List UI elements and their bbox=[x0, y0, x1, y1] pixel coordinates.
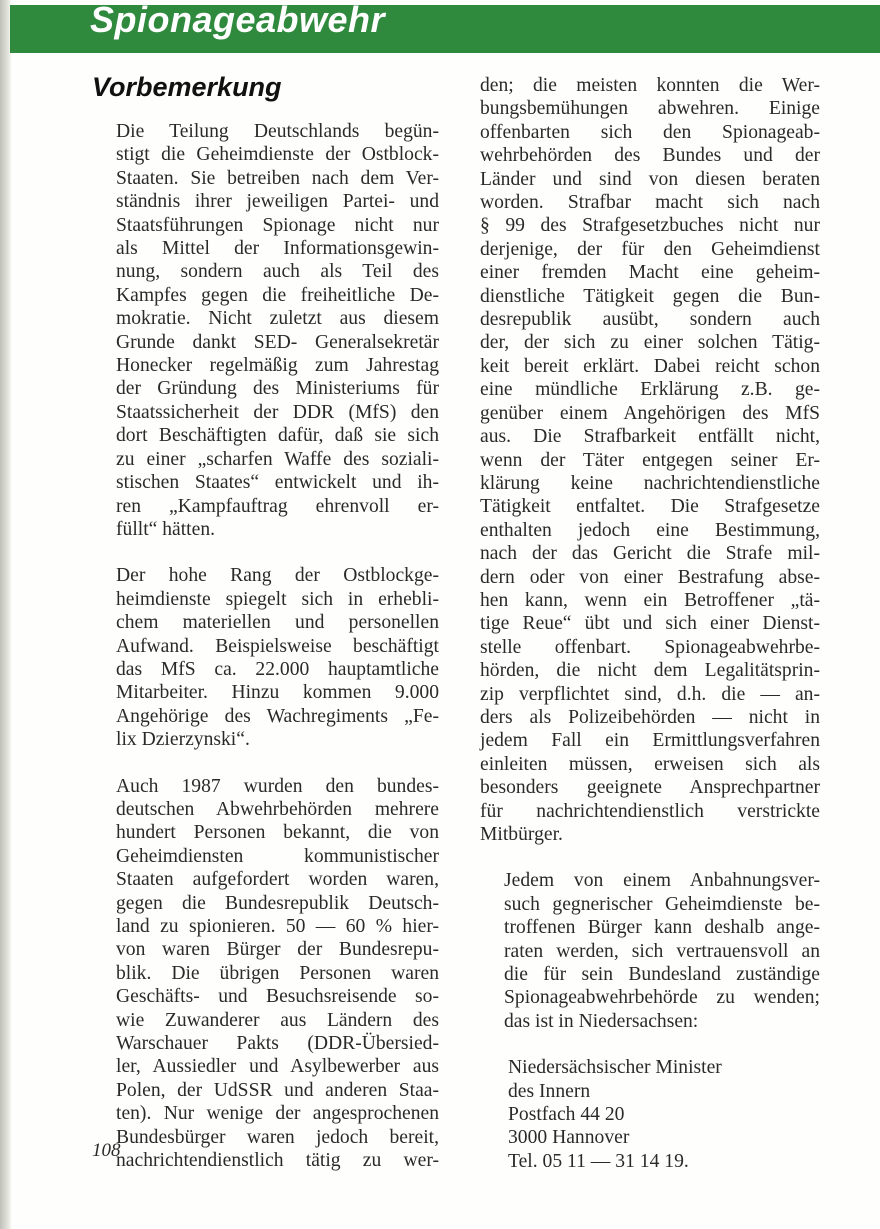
text-line: stischen Staates“ entwickelt und ih- bbox=[116, 472, 439, 494]
text-line: ten). Nur wenige der angesprochenen bbox=[116, 1103, 439, 1125]
text-line: dern oder von einer Bestrafung abse- bbox=[480, 566, 820, 588]
text-line: das MfS ca. 22.000 hauptamtliche bbox=[116, 658, 439, 680]
text-line: Honecker regelmäßig zum Jahrestag bbox=[116, 355, 439, 377]
text-line: nachrichtendienstlich tätig zu wer- bbox=[116, 1150, 439, 1172]
text-line: Aufwand. Beispielsweise beschäftigt bbox=[116, 635, 439, 657]
text-line: Geheimdiensten kommunistischer bbox=[116, 845, 439, 867]
left-column bbox=[92, 120, 439, 1172]
paragraph-anwerbungen-1987 bbox=[92, 775, 439, 1173]
address-line: des Innern bbox=[508, 1080, 591, 1102]
text-line: Mitbürger. bbox=[480, 824, 563, 845]
text-line: einleiten müssen, erweisen sich als bbox=[480, 753, 820, 775]
page-edge-shadow bbox=[0, 0, 12, 1229]
text-line: gegen die Bundesrepublik Deutsch- bbox=[116, 892, 439, 914]
text-line: wenn der Täter entgegen seiner Er- bbox=[480, 449, 820, 471]
text-line: besonders geeignete Ansprechpartner bbox=[480, 777, 820, 799]
text-line: aus. Die Strafbarkeit entfällt nicht, bbox=[480, 426, 820, 448]
text-line: chem materiellen und personellen bbox=[116, 612, 439, 634]
text-line: raten werden, sich vertrauensvoll an bbox=[504, 940, 820, 962]
text-line: stelle offenbart. Spionageabwehrbe- bbox=[480, 636, 820, 658]
text-line: Grunde dankt SED- Generalsekretär bbox=[116, 331, 439, 353]
text-line: Staaten aufgefordert worden waren, bbox=[116, 869, 439, 891]
text-line: blik. Die übrigen Personen waren bbox=[116, 962, 439, 984]
paragraph-strafbarkeit bbox=[480, 74, 820, 846]
text-line: den; die meisten konnten die Wer- bbox=[480, 75, 820, 96]
page-number: 108 bbox=[92, 1140, 121, 1161]
text-line: Staaten. Sie betreiben nach dem Ver- bbox=[116, 167, 439, 189]
text-line: tige Reue“ übt und sich einer Dienst- bbox=[480, 613, 820, 635]
text-line: Auch 1987 wurden den bundes- bbox=[116, 775, 439, 797]
text-line: der Gründung des Ministeriums für bbox=[116, 378, 439, 400]
text-line: Geschäfts- und Besuchsreisende so- bbox=[116, 986, 439, 1008]
text-line: einer fremden Macht eine geheim- bbox=[480, 262, 820, 284]
text-line: Warschauer Pakts (DDR-Übersied- bbox=[116, 1033, 439, 1055]
text-line: von waren Bürger der Bundesrepu- bbox=[116, 939, 439, 961]
right-column bbox=[480, 74, 820, 1173]
paragraph-aufwand bbox=[92, 564, 439, 751]
text-line: lix Dzierzynski“. bbox=[116, 729, 250, 751]
text-line: Länder und sind von diesen beraten bbox=[480, 168, 820, 190]
text-line: § 99 des Strafgesetzbuches nicht nur bbox=[480, 215, 820, 237]
text-line: Bundesbürger waren jedoch bereit, bbox=[116, 1126, 439, 1148]
text-line: Kampfes gegen die freiheitliche De- bbox=[116, 284, 439, 306]
text-line: hundert Personen bekannt, die von bbox=[116, 822, 439, 844]
text-line: Staatssicherheit der DDR (MfS) den bbox=[116, 401, 439, 423]
text-line: Jedem von einem Anbahnungsver- bbox=[504, 870, 820, 892]
text-line: ren „Kampfauftrag ehrenvoll er- bbox=[116, 495, 439, 517]
text-line: Polen, der UdSSR und anderen Staa- bbox=[116, 1079, 439, 1101]
text-line: als Mittel der Informationsgewin- bbox=[116, 238, 439, 260]
text-line: Staatsführungen Spionage nicht nur bbox=[116, 214, 439, 236]
text-line: stigt die Geheimdienste der Ostblock- bbox=[116, 144, 439, 166]
paragraph-empfehlung bbox=[480, 869, 820, 1033]
text-line: Die Teilung Deutschlands begün- bbox=[116, 121, 439, 142]
text-line: deutschen Abwehrbehörden mehrere bbox=[116, 798, 439, 820]
text-line: mokratie. Nicht zuletzt aus diesem bbox=[116, 308, 439, 330]
text-line: das ist in Niedersachsen: bbox=[504, 1010, 699, 1032]
chapter-banner bbox=[10, 0, 880, 53]
text-line: zu einer „scharfen Waffe des soziali- bbox=[116, 448, 439, 470]
address-line: Postfach 44 20 bbox=[508, 1104, 625, 1126]
text-line: worden. Strafbar macht sich nach bbox=[480, 192, 820, 214]
text-line: wehrbehörden des Bundes und der bbox=[480, 145, 820, 167]
text-line: troffenen Bürger kann deshalb ange- bbox=[504, 917, 820, 939]
text-line: ler, Aussiedler und Asylbewerber aus bbox=[116, 1056, 439, 1078]
address-line: 3000 Hannover bbox=[508, 1127, 630, 1149]
text-line: Spionageabwehrbehörde zu wenden; bbox=[504, 987, 820, 1009]
text-line: enthalten jedoch eine Bestimmung, bbox=[480, 519, 820, 541]
text-line: hen kann, wenn ein Betroffener „tä- bbox=[480, 589, 820, 611]
text-line: Der hohe Rang der Ostblockge- bbox=[116, 565, 439, 587]
text-line: offenbarten sich den Spionageab- bbox=[480, 121, 820, 143]
text-line: genüber einem Angehörigen des MfS bbox=[480, 402, 820, 424]
paragraph-ostblock-geheimdienste bbox=[92, 120, 439, 541]
text-line: desrepublik ausübt, sondern auch bbox=[480, 309, 820, 331]
text-line: dienstliche Tätigkeit gegen die Bun- bbox=[480, 285, 820, 307]
text-line: Tätigkeit entfaltet. Die Strafgesetze bbox=[480, 496, 820, 518]
address-line: Tel. 05 11 — 31 14 19. bbox=[508, 1150, 689, 1172]
address-line: Niedersächsischer Minister bbox=[508, 1057, 722, 1079]
text-line: wie Zuwanderer aus Ländern des bbox=[116, 1009, 439, 1031]
text-line: heimdienste spiegelt sich in erhebli- bbox=[116, 588, 439, 610]
text-line: Angehörige des Wachregiments „Fe- bbox=[116, 705, 439, 727]
text-line: die für sein Bundesland zuständige bbox=[504, 964, 820, 986]
text-line: füllt“ hätten. bbox=[116, 518, 216, 540]
text-line: nach der das Gericht die Strafe mil- bbox=[480, 543, 820, 565]
text-line: nung, sondern auch als Teil des bbox=[116, 261, 439, 283]
chapter-title: Spionageabwehr bbox=[90, 0, 386, 40]
text-line: der, der sich zu einer solchen Tätig- bbox=[480, 332, 820, 354]
text-line: such gegnerischer Geheimdienste be- bbox=[504, 893, 820, 915]
text-line: derjenige, der für den Geheimdienst bbox=[480, 238, 820, 260]
text-line: jedem Fall ein Ermittlungsverfahren bbox=[480, 730, 820, 752]
text-line: land zu spionieren. 50 — 60 % hier- bbox=[116, 916, 439, 937]
text-line: ders als Polizeibehörden — nicht in bbox=[480, 706, 820, 728]
contact-address bbox=[480, 1056, 820, 1173]
text-line: keit bereit erklärt. Dabei reicht schon bbox=[480, 355, 820, 377]
text-line: Mitarbeiter. Hinzu kommen 9.000 bbox=[116, 682, 439, 704]
text-line: klärung keine nachrichtendienstliche bbox=[480, 472, 820, 494]
text-line: bungsbemühungen abwehren. Einige bbox=[480, 98, 820, 120]
text-line: zip verpflichtet sind, d.h. die — an- bbox=[480, 683, 820, 705]
text-line: eine mündliche Erklärung z.B. ge- bbox=[480, 379, 820, 401]
section-heading: Vorbemerkung bbox=[92, 72, 282, 102]
text-line: dort Beschäftigten dafür, daß sie sich bbox=[116, 425, 439, 447]
text-line: ständnis ihrer jeweiligen Partei- und bbox=[116, 191, 439, 213]
text-line: hörden, die nicht dem Legalitätsprin- bbox=[480, 660, 820, 682]
text-line: für nachrichtendienstlich verstrickte bbox=[480, 800, 820, 822]
